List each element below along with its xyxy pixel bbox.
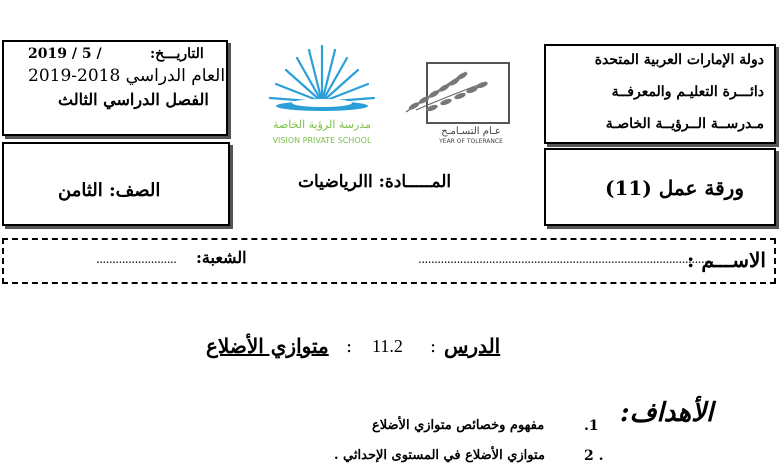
vision-logo-english: VISION PRIVATE SCHOOL [272, 136, 372, 145]
grade-label: الصف: الثامن [58, 180, 161, 201]
lesson-label: الدرس [444, 334, 501, 358]
objective-text-2: متوازي الأضلاع في المستوى الإحداثي . [334, 448, 545, 463]
section-label: الشعبة: [196, 248, 247, 267]
date-value: 2019 / 5 / [28, 46, 102, 62]
lesson-title: متوازي الأضلاع [206, 334, 329, 358]
date-label: التاريـــخ: [150, 46, 204, 62]
subject-label: المـــــادة: االرياضيات [298, 172, 452, 192]
lesson-number: 11.2 [372, 336, 403, 356]
lesson-colon-1: : [430, 336, 437, 357]
tolerance-logo-english: YEAR OF TOLERANCE [439, 138, 503, 145]
year-of-tolerance-logo [396, 52, 520, 148]
school-name: مـدرســة الــرؤيــة الخاصـة [605, 116, 764, 132]
sunburst-icon [262, 40, 382, 120]
school-year: العام الدراسي 2018-2019 [28, 66, 226, 86]
semester: الفصل الدراسي الثالث [58, 90, 209, 109]
name-dots: ............................................................................................ [418, 252, 714, 266]
country-name: دولة الإمارات العربية المتحدة [594, 52, 764, 68]
name-label: الاســـم : [687, 248, 766, 272]
vision-school-logo [262, 40, 382, 150]
section-dots: ......................... [96, 252, 177, 266]
tolerance-logo-arabic: عـام التسـامـح [441, 126, 501, 137]
objective-text-1: مفهوم وخصائص متوازي الأضلاع [372, 418, 545, 433]
objective-number-2: 2 . [584, 448, 604, 464]
ghaf-tree-icon [396, 52, 520, 132]
objective-number-1: .1 [584, 418, 599, 434]
worksheet-title: ورقة عمل (11) [605, 176, 744, 200]
objectives-heading: الأهداف: [620, 398, 714, 428]
department-name: دائـــرة التعليـم والمعرفــة [611, 84, 764, 100]
lesson-colon-2: : [346, 336, 353, 357]
vision-logo-arabic: مدرسة الرؤية الخاصة [273, 118, 371, 131]
